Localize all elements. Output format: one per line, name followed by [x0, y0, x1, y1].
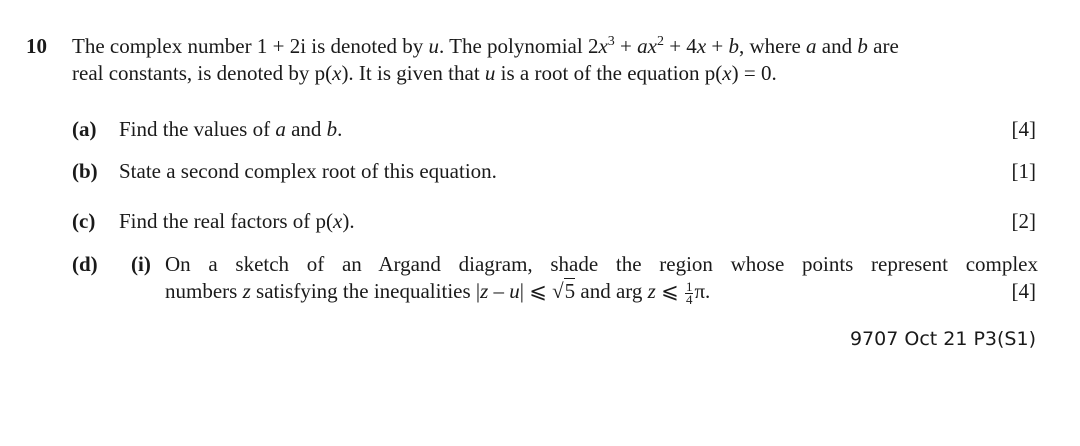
part-a-label: (a) [72, 117, 97, 141]
part-d-sub-label: (i) [131, 252, 151, 276]
part-c-label: (c) [72, 209, 96, 233]
part-a-marks: [4] [1011, 117, 1036, 141]
part-d-marks: [4] [1011, 279, 1036, 303]
part-b-text: State a second complex root of this equation. [119, 159, 497, 183]
fraction-one-quarter: $\frac{1}{4}$ [685, 278, 693, 307]
question-stem: The complex number 1 + 2i is denoted by u. The polynomial $2x^3 + ax^2 + 4x + b$, where a and b are real constants, is denoted by p(x). It is given that u is a root of the equation p(x) = 0. [72, 34, 899, 85]
part-d-label: (d) [72, 252, 98, 276]
part-a-text: Find the values of a and b. [119, 117, 343, 141]
part-d-line2: numbers z satisfying the inequalities |z – u| ⩽ √5 and arg z ⩽ $\frac{1}{4}$ π. [165, 278, 711, 307]
paper-reference: 9707 Oct 21 P3(S1) [849, 328, 1036, 350]
part-b-marks: [1] [1011, 159, 1036, 183]
part-c-marks: [2] [1011, 209, 1036, 233]
part-b-label: (b) [72, 159, 98, 183]
question-number: 10 [26, 34, 47, 58]
part-c-text: Find the real factors of p(x). [119, 209, 355, 233]
part-d-line1: On a sketch of an Argand diagram, shade the region whose points represent complex [165, 252, 1038, 276]
